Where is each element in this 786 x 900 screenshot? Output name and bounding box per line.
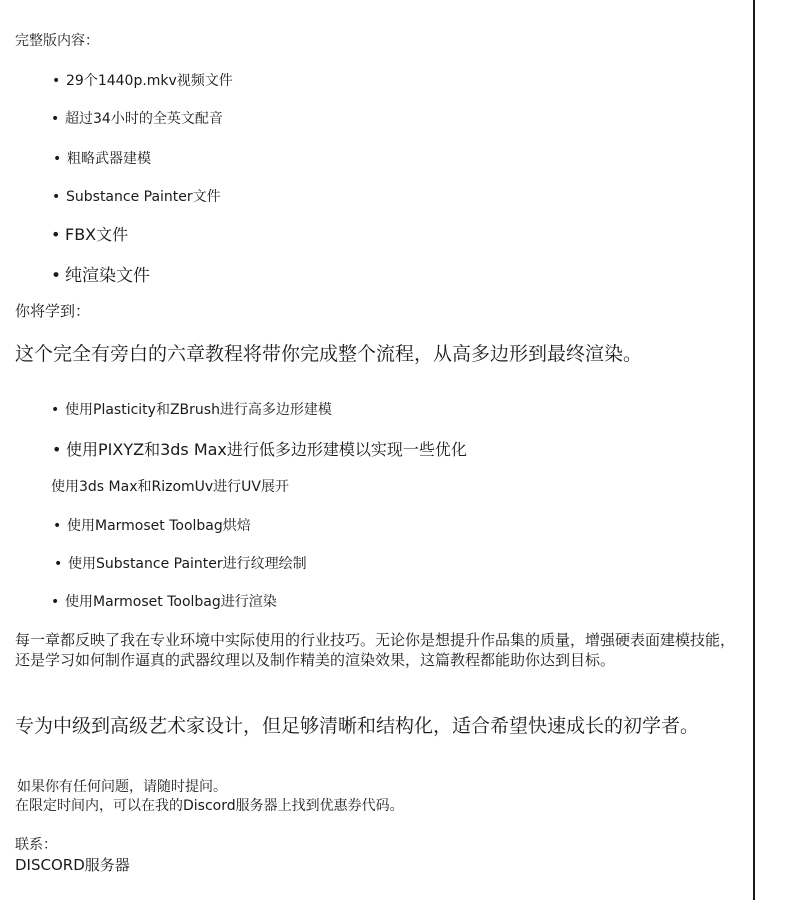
- content-item: • 29个1440p.mkv视频文件: [52, 73, 233, 89]
- content-item: • Substance Painter文件: [52, 189, 221, 205]
- content-item: • 粗略武器建模: [53, 151, 151, 167]
- content-item: • 纯渲染文件: [51, 266, 150, 286]
- learn-item: • 使用PIXYZ和3ds Max进行低多边形建模以实现一些优化: [52, 440, 467, 459]
- bullet-icon: •: [52, 73, 61, 89]
- audience-text: 专为中级到高级艺术家设计，但足够清晰和结构化，适合希望快速成长的初学者。: [15, 715, 700, 737]
- learn-heading: 你将学到：: [15, 302, 91, 320]
- learn-item: • 使用Marmoset Toolbag烘焙: [53, 518, 251, 534]
- content-item: • 超过34小时的全英文配音: [51, 111, 223, 127]
- learn-item: 使用3ds Max和RizomUv进行UV展开: [51, 479, 290, 495]
- bullet-icon: •: [53, 151, 62, 167]
- bullet-icon: •: [51, 111, 60, 127]
- bullet-icon: •: [51, 266, 62, 286]
- bullet-icon: •: [51, 594, 60, 610]
- learn-intro: 这个完全有旁白的六章教程将带你完成整个流程，从高多边形到最终渲染。: [15, 343, 643, 365]
- coupon-text: 在限定时间内，可以在我的Discord服务器上找到优惠券代码。: [15, 798, 404, 814]
- bullet-icon: •: [51, 402, 60, 418]
- bullet-icon: •: [51, 225, 61, 244]
- bullet-icon: •: [54, 556, 63, 572]
- discord-link[interactable]: DISCORD服务器: [15, 856, 130, 874]
- learn-item: • 使用Substance Painter进行纹理绘制: [54, 556, 307, 572]
- content-heading: 完整版内容：: [15, 33, 99, 49]
- bullet-icon: •: [53, 518, 62, 534]
- content-item: • FBX文件: [51, 225, 129, 244]
- contact-heading: 联系：: [15, 837, 57, 853]
- bullet-icon: •: [52, 189, 61, 205]
- bullet-icon: •: [52, 440, 62, 459]
- learn-item: • 使用Plasticity和ZBrush进行高多边形建模: [51, 402, 332, 418]
- questions-text: 如果你有任何问题，请随时提问。: [17, 779, 227, 795]
- learn-item: • 使用Marmoset Toolbag进行渲染: [51, 594, 277, 610]
- chapters-paragraph: 每一章都反映了我在专业环境中实际使用的行业技巧。无论你是想提升作品集的质量，增强硬表面建模技能，还是学习如何制作逼真的武器纹理以及制作精美的渲染效果，这篇教程都能助你达到目标。: [15, 631, 736, 669]
- page-edge-line: [753, 0, 755, 900]
